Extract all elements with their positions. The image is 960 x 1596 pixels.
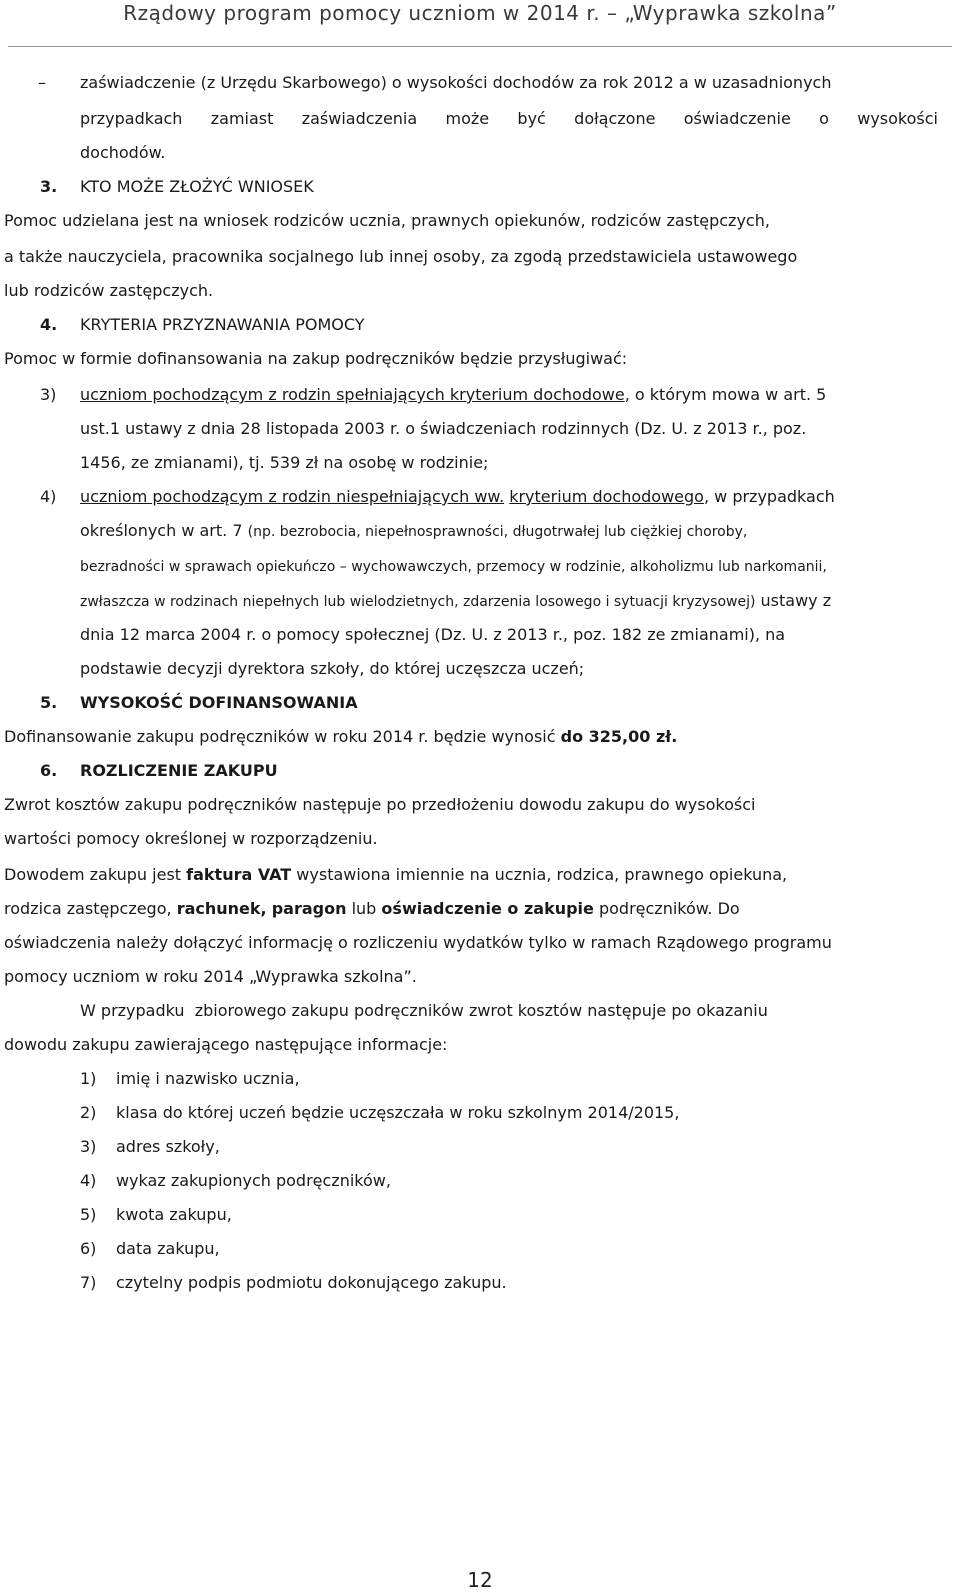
text-span: Dofinansowanie zakupu podręczników w roku 2014 r. będzie wynosić [4, 727, 556, 746]
list-number: 4) [80, 1171, 97, 1190]
list-item-line: bezradności w sprawach opiekuńczo – wychowawczych, przemocy w rodzinie, alkoholizmu lub narkomanii, [80, 559, 827, 575]
list-item: czytelny podpis podmiotu dokonującego zakupu. [116, 1273, 507, 1292]
list-item: imię i nazwisko ucznia, [116, 1069, 300, 1088]
bold-text: faktura VAT [186, 865, 292, 884]
text-span: Dowodem zakupu jest [4, 865, 182, 884]
section-number: 3. [40, 177, 58, 196]
paragraph-line: Pomoc w formie dofinansowania na zakup podręczników będzie przysługiwać: [4, 349, 628, 368]
text-span: , o którym mowa w art. 5 [624, 385, 827, 404]
list-item-line [80, 486, 835, 508]
list-number: 5) [80, 1205, 97, 1224]
paragraph-line: pomocy uczniom w roku 2014 „Wyprawka szkolna”. [4, 967, 417, 986]
paragraph-line: wartości pomocy określonej w rozporządzeniu. [4, 829, 378, 848]
section-number: 5. [40, 693, 58, 712]
list-item: data zakupu, [116, 1239, 220, 1258]
paragraph-line: a także nauczyciela, pracownika socjalnego lub innej osoby, za zgodą przedstawiciela ustawowego [4, 247, 798, 266]
section-number: 6. [40, 761, 58, 780]
bullet-line: zaświadczenie (z Urzędu Skarbowego) o wysokości dochodów za rok 2012 a w uzasadnionych [80, 73, 832, 92]
list-item-line: dnia 12 marca 2004 r. o pomocy społecznej (Dz. U. z 2013 r., poz. 182 ze zmianami), na [80, 625, 786, 644]
small-text-span: (np. bezrobocia, niepełnosprawności, długotrwałej lub ciężkiej choroby, [247, 524, 748, 540]
text-span: podręczników. Do [598, 899, 740, 918]
list-item: adres szkoły, [116, 1137, 220, 1156]
section-heading: KTO MOŻE ZŁOŻYĆ WNIOSEK [80, 177, 314, 196]
list-number: 1) [80, 1069, 97, 1088]
paragraph-line: Zwrot kosztów zakupu podręczników następuje po przedłożeniu dowodu zakupu do wysokości [4, 795, 756, 814]
list-item-line [80, 520, 747, 543]
page-number: 12 [467, 1568, 493, 1592]
section-heading: WYSOKOŚĆ DOFINANSOWANIA [80, 693, 358, 712]
underlined-text: kryterium dochodowego [509, 487, 704, 506]
paragraph-line: dowodu zakupu zawierającego następujące informacje: [4, 1035, 448, 1054]
list-item-line [80, 384, 826, 406]
amount-text: do 325,00 zł. [560, 727, 678, 746]
paragraph-line: W przypadku zbiorowego zakupu podręczników zwrot kosztów następuje po okazaniu [80, 1001, 768, 1020]
bullet-line: przypadkach zamiast zaświadczenia może być dołączone oświadczenie o wysokości [80, 109, 938, 128]
list-item: kwota zakupu, [116, 1205, 232, 1224]
text-span: określonych w art. 7 [80, 521, 243, 540]
text-span: rodzica zastępczego, [4, 899, 172, 918]
paragraph-line: Pomoc udzielana jest na wniosek rodziców ucznia, prawnych opiekunów, rodziców zastępczych, [4, 211, 770, 230]
list-item: wykaz zakupionych podręczników, [116, 1171, 391, 1190]
paragraph-line [4, 898, 740, 920]
bold-text: paragon [271, 899, 347, 918]
text-span: ustawy z [760, 591, 832, 610]
paragraph-line: lub rodziców zastępczych. [4, 281, 214, 300]
list-item: klasa do której uczeń będzie uczęszczała w roku szkolnym 2014/2015, [116, 1103, 680, 1122]
text-span: lub [351, 899, 377, 918]
paragraph-line [4, 726, 677, 748]
list-number: 7) [80, 1273, 97, 1292]
bullet-dash: – [38, 73, 46, 92]
bold-text: oświadczenie o zakupie [381, 899, 594, 918]
list-number: 2) [80, 1103, 97, 1122]
text-span: wystawiona imiennie na ucznia, rodzica, prawnego opiekuna, [296, 865, 788, 884]
list-item-line: podstawie decyzji dyrektora szkoły, do której uczęszcza uczeń; [80, 659, 585, 678]
list-number: 6) [80, 1239, 97, 1258]
small-text-span: zwłaszcza w rodzinach niepełnych lub wielodzietnych, zdarzenia losowego i sytuacji kryzysowej) [80, 594, 756, 610]
bold-text: rachunek, [176, 899, 267, 918]
header-divider [8, 46, 952, 47]
underlined-text: uczniom pochodzącym z rodzin niespełniających ww. [80, 487, 505, 506]
list-item-line [80, 590, 831, 613]
list-item-line: ust.1 ustawy z dnia 28 listopada 2003 r. o świadczeniach rodzinnych (Dz. U. z 2013 r., poz. [80, 419, 807, 438]
list-number: 4) [40, 487, 57, 506]
list-number: 3) [80, 1137, 97, 1156]
paragraph-line: oświadczenia należy dołączyć informację o rozliczeniu wydatków tylko w ramach Rządowego programu [4, 933, 832, 952]
section-heading: KRYTERIA PRZYZNAWANIA POMOCY [80, 315, 365, 334]
list-item-line: 1456, ze zmianami), tj. 539 zł na osobę w rodzinie; [80, 453, 489, 472]
section-heading: ROZLICZENIE ZAKUPU [80, 761, 278, 780]
section-number: 4. [40, 315, 58, 334]
underlined-text: uczniom pochodzącym z rodzin spełniających kryterium dochodowe [80, 385, 625, 404]
list-number: 3) [40, 385, 57, 404]
running-header: Rządowy program pomocy uczniom w 2014 r. – „Wyprawka szkolna” [123, 1, 837, 25]
paragraph-line [4, 864, 787, 886]
text-span: , w przypadkach [703, 487, 835, 506]
bullet-line: dochodów. [80, 143, 166, 162]
